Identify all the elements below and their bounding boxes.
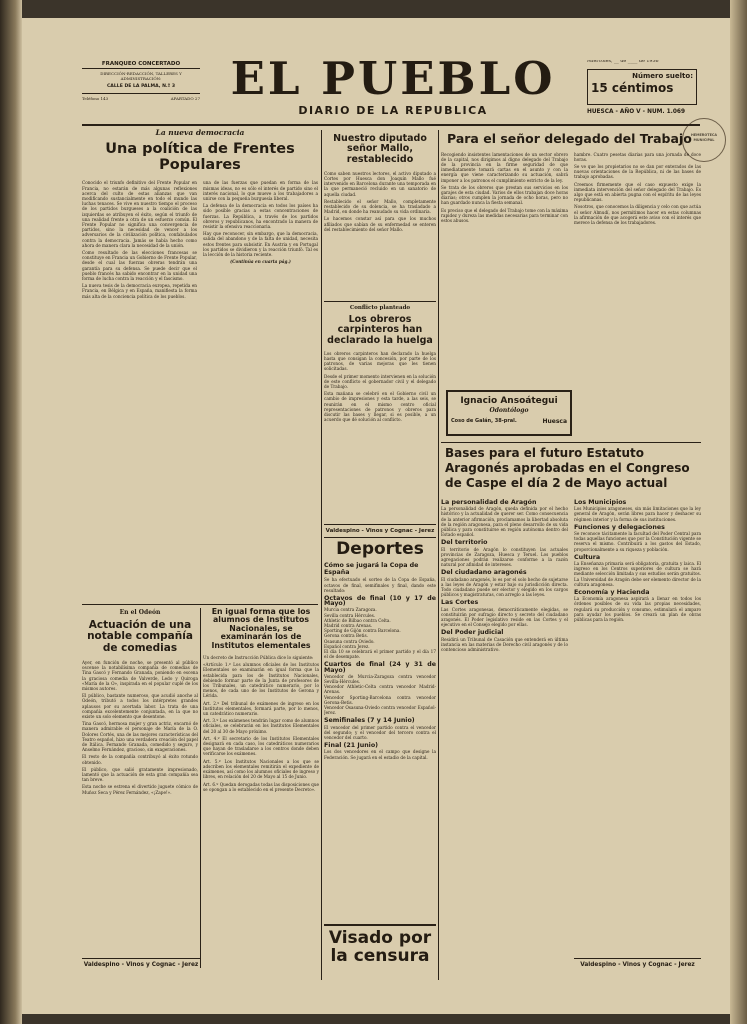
delegado-paragraph: Nosotros, que conocemos la diligencia y celo con que actúa el señor Almudí, nos permitimos hacer en estas columnas la afirmación de que acogerá este aviso con el interés que merece la defensa de los trabajadores. — [574, 204, 701, 225]
cuartos-list — [324, 674, 436, 716]
octavos-title: Octavos de final (10 y 17 de Mayo) — [324, 594, 436, 608]
frentes-continued: (Continúa en cuarta pág.) — [230, 259, 291, 265]
frentes-body-right — [203, 180, 318, 300]
deportes-headline: Deportes — [336, 539, 424, 559]
octavos-item: Athletic de Bilbao contra Celta. — [324, 617, 391, 623]
franqueo-label: FRANQUEO CONCERTADO — [82, 60, 200, 69]
carpinteros-kicker: Conflicto planteado — [349, 305, 411, 311]
delegado-paragraph: Se trata de los obreros que prestan sus servicios en los garajes de esta ciudad. Varios de ellos trabajan doce horas diarias; otros cumplen la jornada de ocho horas, pero no han guardado nunca la fiesta semanal. — [441, 184, 568, 206]
mallo-paragraph: Como saben nuestros lectores, el activo diputado a Cortes por Huesca don Joaquín Mallo fué intervenido en Barcelona durante una temporada en la que permaneció recluido en un sanatorio de aquella ciudad. — [324, 170, 436, 197]
cuartos-title: Cuartos de final (24 y 31 de Mayo) — [324, 661, 436, 674]
dentist-profession: Odontólogo — [489, 407, 529, 414]
deportes-subheadline: Cómo se jugará la Copa de España — [324, 562, 419, 577]
delegado-body-right — [574, 152, 701, 228]
institutos-paragraph: Art. 5.º Los Institutos Nacionales a los que se adscriben los elementales remitirán el expediente de exámenes, así como los alumnos oficiales de ingreso y libres, en relación del 20 de Mayo al 15 de Junio. — [203, 758, 319, 780]
octavos-list — [324, 607, 436, 659]
delegado-paragraph: Creemos firmemente que el caso expuesto exige la inmediata intervención del señor delegado del Trabajo. Es algo que está en abierta pugna con el espíritu de las leyes republicanas. — [574, 181, 701, 203]
octavos-item: Sevilla contra Hércules. — [324, 612, 376, 618]
col1-bottom-rule — [82, 604, 318, 605]
mallo-headline: Nuestro diputado señor Mallo, restablecido — [333, 133, 427, 165]
delegado-paragraph: Es preciso que el delegado del Trabajo tome con la máxima rapidez y dureza las medidas necesarias para terminar con estos abusos. — [441, 207, 568, 223]
delegado-paragraph: hambre. Cuatro pesetas diarias para una jornada de doce horas. — [574, 151, 701, 162]
left-info-box — [82, 60, 200, 114]
institutos-body — [203, 655, 319, 792]
carpinteros-headline: Los obreros carpinteros han declarado la huelga — [327, 314, 433, 346]
valdespino-ad-middle: Valdespino - Vinos y Cognac - Jerez — [324, 524, 436, 538]
deportes-body — [324, 577, 436, 760]
masthead-subtitle: DIARIO DE LA REPUBLICA — [298, 104, 488, 117]
carpinteros-paragraph: Desde el primer momento intervienen en la solución de este conflicto el gobernador civil y el delegado de Trabajo. — [324, 373, 436, 389]
delegado-paragraph: Se ve que los propietarios no se dan por enterados de las nuevas orientaciones de la República, ni de las bases de trabajo aprobadas. — [574, 163, 701, 180]
cuartos-item: Vencedor de Murcia-Zaragoza contra vencedor Sevilla-Hércules. — [324, 673, 436, 685]
deportes-section — [324, 538, 436, 922]
estatuto-headline: Bases para el futuro Estatuto Aragonés aprobadas en el Congreso de Caspe el día 2 de Mayo actual — [445, 446, 690, 490]
mallo-bottom-rule — [324, 301, 436, 302]
estatuto-section-text: La Enseñanza primaria será obligatoria, gratuita y laica. El ingreso en los Centros superiores de cultura se hará mediante selección limitada y sus estudios serán gratuitos. La Universidad de Aragón debe ser elemento director de la cultura aragonesa. — [574, 561, 701, 587]
frentes-kicker: La nueva democracia — [155, 128, 245, 137]
delegado-body — [441, 152, 701, 228]
octavos-item: Osasuna contra Oviedo. — [324, 638, 375, 644]
price-value: 15 céntimos — [591, 80, 674, 95]
po-box: APARTADO 27 — [170, 96, 200, 102]
delegado-paragraph: Recogiendo insistentes lamentaciones de un sector obrero de la capital, nos dirigimos al digno delegado del Trabajo de la provincia en la firme seguridad de que inmediatamente tomará cartas en el asunto y con la energía que viene caracterizando su actuación, sabrá imponer a los patronos el cumplimiento estricto de la ley. — [441, 151, 568, 183]
frentes-populares-article — [82, 128, 318, 602]
issue-date: Miércoles, __ de ____ de 1936 — [587, 60, 659, 64]
page-edge-shadow — [730, 0, 747, 1024]
semis-title: Semifinales (7 y 14 Junio) — [324, 717, 415, 725]
frentes-paragraph: Hay que reconocer, sin embargo, que la democracia, salida del abandono y de la falta de unidad, necesita estos frentes para subsistir. En Austria y en Portugal los partidos se dividieron y la reacción triunfó. Tal es la lección de la historia reciente. — [203, 231, 318, 257]
final-title: Final (21 Junio) — [324, 742, 379, 750]
octavos-item: Gerona contra Betis. — [324, 633, 369, 639]
institutos-paragraph: Art. 4.º El secretario de los Institutos Elementales designará en cada caso, los catedráticos numerarios que hayan de trasladarse a los centros donde deben verificarse los exámenes. — [203, 735, 319, 757]
price-box — [587, 69, 697, 105]
mallo-body — [324, 171, 436, 232]
mallo-article — [324, 130, 436, 298]
frentes-paragraph: Conocido el triunfo definitivo del Frente Popular en Francia, no estarán de más algunas reflexiones acerca del culto de estas alianzas que van modificando sustancialmente en todo el mundo las luchas tenaces. Se vive en nuestro tiempo el proceso de los partidos burgueses a la coalición de las izquierdas se atribuyen el éxito, según el triunfo de una realidad frente a otra de un esfuerzo común. El Frente Popular no significa una convergencia de partidos, sino la necesidad de vencer a los adversarios de la civilización política, confabulados contra la democracia. Jamás se había hecho como ahora de manera clara la necesidad de la unión. — [82, 180, 197, 248]
odeon-kicker: En el Odeón — [119, 609, 161, 616]
institutos-article — [203, 608, 319, 968]
delegado-article — [441, 130, 701, 390]
odeon-paragraph: El público, bastante numeroso, que acudió anoche al Odeón, tributó a todos los intérpretes grandes aplausos por su acertada labor. La trata de una compañía excelentemente conjuntada, en la que no existe un solo elemento que desentone. — [82, 693, 198, 720]
final-item: Los dos vencedores en el campo que designe la Federación. Se jugará en el estadio de la capital. — [324, 749, 436, 760]
frentes-headline: Una política de Frentes Populares — [105, 141, 295, 173]
frentes-paragraph: Como resultado de las elecciones francesas se constituye en Francia un Gobierno de Frente Popular, desde el cual las fuerzas obreras tendrán una garantía para su defensa. Se puede decir que el pueblo francés ha sabido encontrar en la unidad una forma de lucha contra la reacción y el fascismo. — [82, 249, 197, 281]
estatuto-body-right — [574, 497, 701, 654]
odeon-paragraph: El público, que salió gratamente impresionado, lamentó que la actuación de esta gran compañía sea tan breve. — [82, 766, 198, 783]
col-divider — [200, 608, 201, 968]
issue-number: HUESCA - AÑO V - NUM. 1.069 — [587, 108, 685, 115]
deportes-intro: Se ha efectuado el sorteo de la Copa de España, octavos de final, semifinales y final, dando este resultado: — [324, 577, 436, 593]
price-label: Número suelto: — [632, 71, 693, 80]
estatuto-section-title: Los Municipios — [574, 499, 627, 506]
octavos-item: Madrid contra Arenas. — [324, 622, 373, 628]
cuartos-item: Vencedor Osasuna-Oviedo contra vencedor Español-Jerez. — [324, 705, 436, 716]
estatuto-section-title: Del Poder judicial — [441, 629, 504, 637]
delegado-body-left — [441, 152, 568, 228]
masthead-title: EL PUEBLO — [230, 54, 556, 104]
octavos-item: El día 10 se celebrará el primer partido y el día 17 el de desempate. — [324, 649, 436, 660]
octavos-item: Sporting de Gijón contra Barcelona. — [324, 628, 401, 634]
visado-censura: Visado por la censura — [324, 924, 436, 976]
institutos-paragraph: Un decreto de Instrucción Pública dice lo siguiente: — [203, 655, 314, 661]
cuartos-item: Vencedor Sporting-Barcelona contra vencedor Gerona-Betis. — [324, 694, 436, 705]
frentes-paragraph: La nueva tesis de la democracia europea, repetida en Francia, en Bélgica y en España, manifiesta la forma más alta de la conciencia política de los pueblos. — [82, 283, 197, 299]
carpinteros-body — [324, 351, 436, 423]
estatuto-section-text: Los Municipios aragoneses, sin más limitaciones que la ley general de Aragón, serán libres para hacer y deshacer su régimen interior y la forma de sus instituciones. — [574, 506, 701, 522]
semis-item: El vencedor del primer partido contra el vencedor del segundo; y el vencedor del tercero contra el vencedor del cuarto. — [324, 724, 436, 741]
frentes-body — [82, 180, 318, 300]
estatuto-section-text: Las Cortes aragonesas, democráticamente elegidas, se constituirán por sufragio directo y secreto del ciudadano aragonés. El Poder legislativo reside en las Cortes y el ejecutivo en el Consejo elegido por ellas. — [441, 606, 568, 628]
odeon-paragraph: El resto de la compañía contribuyó al éxito rotundo obtenido. — [82, 754, 198, 765]
col-divider — [438, 130, 439, 980]
odeon-paragraph: Esta noche se estrena el divertido juguete cómico de Muñoz Seca y Pérez Fernández, «¡Zape!». — [82, 784, 198, 795]
institutos-paragraph: «Artículo 1.º Los alumnos oficiales de los Institutos Elementales se examinarán en igual forma que la establecida para los de Institutos Nacionales, debiendo formar parte de la Junta de profesores de los Tribunales, un catedrático numerario, por lo menos, de cada uno de los Institutos de Gerona y Lérida. — [203, 662, 319, 699]
odeon-paragraph: Tina Gascó, hermosa mujer y gran actriz, encarnó de manera admirable el personaje de María de la O. Dolores Cortés, una de las mejores características del Teatro español, hizo una verdadera creación del papel de Itálica. Fernando Granada, comedido y seguro, y Anselmo Fernández, gracioso, sin exageraciones. — [82, 721, 198, 753]
estatuto-section-title: Cultura — [574, 553, 601, 561]
estatuto-body — [441, 497, 701, 654]
phone-row — [82, 93, 200, 102]
institutos-headline: En igual forma que los alumnos de Institutos Nacionales, se examinarán los de Institutos elementales — [211, 608, 311, 650]
col-divider — [321, 130, 322, 980]
mallo-paragraph: Restablecido el señor Mallo, completamente restablecido de su dolencia, se ha trasladado a Madrid, en donde ha reanudado su vida ordinaria. — [324, 198, 436, 215]
odeon-paragraph: Ayer, en función de noche, se presentó al público oscense la notabilísima compañía de comedias de Tina Gascó y Fernando Granada, poniendo en escena la graciosa comedia de Valverde, Ledo y Quiroga «María de la O», inspirada en el popular cuplé de los mismos autores. — [82, 659, 198, 691]
binding-fold — [0, 0, 22, 1024]
odeon-article — [82, 608, 198, 953]
archive-stamp: HEMEROTECA MUNICIPAL — [682, 118, 726, 162]
odeon-body — [82, 660, 198, 795]
estatuto-section-title: Del territorio — [441, 539, 488, 547]
delegado-headline: Para el señor delegado del Trabajo — [447, 131, 692, 146]
valdespino-ad-right: Valdespino - Vinos y Cognac - Jerez — [574, 958, 701, 971]
estatuto-section-title: La personalidad de Aragón — [441, 499, 537, 506]
newspaper-page — [22, 18, 730, 1014]
odeon-headline: Actuación de una notable compañía de comedias — [87, 619, 193, 654]
estatuto-section-title: Economía y Hacienda — [574, 589, 650, 597]
masthead-rule — [82, 124, 700, 126]
valdespino-ad-left: Valdespino - Vinos y Cognac - Jerez — [82, 958, 200, 971]
right-info-box — [587, 60, 697, 120]
address-line-2: CALLE DE LA PALMA, N.º 3 — [106, 83, 176, 89]
estatuto-article — [441, 446, 701, 978]
dentist-city: Huesca — [542, 418, 567, 425]
carpinteros-paragraph: Los obreros carpinteros han declarado la huelga hasta que consigan la concesión, por parte de los patronos, de varias mejoras que les tienen solicitadas. — [324, 350, 436, 372]
phone-number: Teléfono 143 — [82, 96, 109, 102]
estatuto-section-title: Las Cortes — [441, 599, 479, 607]
estatuto-section-text: La Economía aragonesa aspirará a llenar en todos los órdenes posibles de su vida las propias necesidades, regulará su producción y consumo, estimulará el amparo para ayudar los pueblos. Se creará un plan de obras públicas para la región. — [574, 596, 701, 623]
octavos-item: Español contra Jerez. — [324, 643, 370, 649]
address-line-1: DIRECCIÓN-REDACCIÓN, TALLERES Y ADMINISTRACIÓN: — [100, 71, 182, 81]
carpinteros-paragraph: Esta mañana se celebró en el Gobierno civil un cambio de impresiones y esta tarde, a las seis, se reunirán en el mismo centro oficial representaciones de patronos y obreros para discutir las bases y llegar, si es posible, a un acuerdo que dé solución al conflicto. — [324, 391, 436, 423]
dentist-address: Coso de Galán, 38-pral. — [451, 418, 517, 424]
institutos-paragraph: Art. 6.º Quedan derogadas todas las disposiciones que se opongan a lo establecido en el presente Decreto». — [203, 781, 319, 792]
institutos-paragraph: Art. 2.º Del tribunal de exámenes de ingreso en los Institutos elementales, formará parte, por lo menos, un catedrático numerario. — [203, 700, 319, 717]
dentist-ad — [446, 390, 572, 436]
estatuto-section-text: Residirá un Tribunal de Casación que entenderá en última instancia en las materias de Derecho civil aragonés y de lo contencioso administrativo. — [441, 636, 568, 653]
estatuto-body-left — [441, 497, 568, 654]
estatuto-section-title: Funciones y delegaciones — [574, 523, 665, 531]
mallo-paragraph: Lo hacemos constar así para que los muchos afiliados que sabían de su enfermedad se enteren del restablecimiento del señor Mallo. — [324, 216, 436, 232]
frentes-body-left — [82, 180, 197, 300]
dentist-address-row — [451, 418, 567, 425]
frentes-paragraph: una de las fuerzas que puedan en forma de las mismas ideas, no es sólo el interés de partido sino el interés nacional, lo que mueve a los trabajadores a unirse con la pequeña burguesía liberal. — [203, 180, 318, 201]
institutos-paragraph: Art. 3.º Los exámenes tendrán lugar como de alumnos oficiales, se celebrarán en los Institutos Elementales del 20 al 30 de Mayo próximo. — [203, 718, 319, 734]
estatuto-section-text: El territorio de Aragón lo constituyen las actuales provincias de Zaragoza, Huesca y Teruel. Los pueblos agregaciones podrán realizarse conforme a la razón natural por afinidad de intereses. — [441, 546, 568, 568]
cuartos-item: Vencedor Athletic-Celta contra vencedor Madrid-Arenas. — [324, 684, 436, 695]
dentist-name: Ignacio Ansoátegui — [460, 396, 558, 406]
octavos-item: Murcia contra Zaragoza. — [324, 607, 377, 613]
carpinteros-article — [324, 304, 436, 522]
estatuto-section-text: La personalidad de Aragón, queda definida por el hecho histórico y la actualidad de querer ser. Como consecuencia de la anterior afirmación, proclamamos la libertad absoluta de la región aragonesa, para el pleno desarrollo de su vida pública y para constituirse en región autónoma dentro del Estado español. — [441, 506, 568, 538]
estatuto-section-text: Se reconoce tácitamente la facultad del Poder Central para todas aquellas funciones que por la Constitución vigente se reserva el mismo. Contribuirá a los gastos del Estado, proporcionalmente a su riqueza y población. — [574, 531, 701, 552]
delegado-bottom-rule — [441, 442, 701, 443]
estatuto-section-text: El ciudadano aragonés, lo es por el solo hecho de sujetarse a las leyes de Aragón y estar bajo su jurisdicción directa. Todo ciudadano puede ser elector y elegido en los cargos públicos y magistraturas, con arreglo a las leyes. — [441, 576, 568, 598]
frentes-paragraph: La defensa de la democracia en todos los países ha sido posible gracias a estas concentraciones de fuerzas. La República, a través de los partidos obreros y republicanos, ha encontrado la manera de resistir la ofensiva reaccionaria. — [203, 203, 318, 229]
estatuto-section-title: Del ciudadano aragonés — [441, 569, 527, 577]
